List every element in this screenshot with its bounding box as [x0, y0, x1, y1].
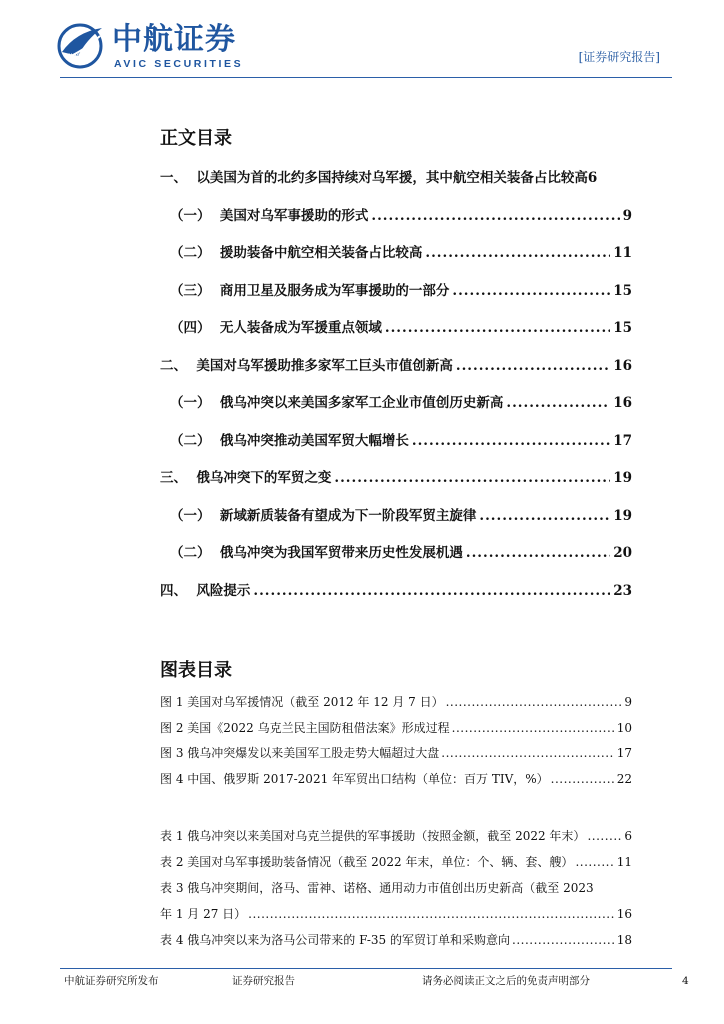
table-leader-dots	[248, 906, 615, 922]
table-entry[interactable]	[160, 906, 632, 932]
toc-entry-label: 俄乌冲突为我国军贸带来历史性发展机遇	[219, 545, 463, 561]
toc-leader-dots	[479, 506, 610, 526]
toc-entry[interactable]	[160, 356, 632, 394]
toc-entry-number: 三、	[160, 470, 197, 486]
footer-publisher: 中航证券研究所发布	[64, 975, 159, 987]
toc-entry-number: （一）	[170, 395, 220, 411]
table-entry-page: 6	[624, 829, 632, 843]
toc-entry-label: 俄乌冲突下的军贸之变	[196, 470, 332, 486]
page-number: 4	[682, 975, 689, 987]
toc-entry-label: 以美国为首的北约多国持续对乌军援，其中航空相关装备占比较高	[196, 170, 588, 186]
toc-entry-label: 商用卫星及服务成为军事援助的一部分	[219, 282, 450, 299]
toc-entry[interactable]	[160, 468, 632, 506]
toc-leader-dots	[253, 581, 610, 601]
footer-doc-type: 证券研究报告	[232, 975, 295, 987]
figures-title: 图表目录	[160, 660, 232, 681]
toc-entry-label: 俄乌冲突推动美国军贸大幅增长	[219, 432, 409, 449]
table-entry-label: 年 1 月 27 日）	[160, 907, 247, 921]
toc-entry-page: 20	[613, 545, 632, 561]
table-entry-label: 表 1 俄乌冲突以来美国对乌克兰提供的军事援助（按照金额，截至 2022 年末）	[160, 829, 586, 843]
toc-entry-label: 俄乌冲突以来美国多家军工企业市值创历史新高	[219, 395, 504, 411]
table-entry-label: 表 3 俄乌冲突期间，洛马、雷神、诺格、通用动力市值创出历史新高（截至 2023	[160, 881, 594, 895]
logo-mark-text: AVIC	[67, 54, 81, 60]
table-entry-page: 16	[616, 907, 632, 921]
toc-title: 正文目录	[160, 128, 232, 149]
toc-entry-page: 16	[613, 395, 632, 411]
toc-leader-dots	[371, 206, 619, 226]
logo-chinese-name: 中航证券	[112, 22, 236, 57]
toc-leader-dots	[506, 393, 610, 413]
table-entry-label: 表 4 俄乌冲突以来为洛马公司带来的 F-35 的军贸订单和采购意向	[160, 933, 511, 947]
toc-entry-number: 二、	[160, 357, 197, 374]
report-type-tag: [证券研究报告]	[578, 50, 660, 64]
toc-leader-dots	[425, 243, 610, 263]
figure-leader-dots	[551, 771, 615, 787]
toc-list	[160, 168, 632, 618]
figure-entry-label: 图 1 美国对乌军援情况（截至 2012 年 12 月 7 日）	[160, 695, 444, 709]
toc-entry-label: 美国对乌军援助推多家军工巨头市值创新高	[196, 357, 453, 374]
table-entry[interactable]	[160, 932, 632, 958]
toc-entry-number: 四、	[160, 582, 197, 599]
table-leader-dots	[575, 854, 614, 870]
logo-english-name: AVIC SECURITIES	[114, 58, 244, 70]
toc-entry[interactable]	[160, 431, 632, 469]
toc-leader-dots	[412, 431, 610, 451]
toc-entry-page: 11	[613, 245, 632, 261]
figure-entry-label: 图 2 美国《2022 乌克兰民主国防租借法案》形成过程	[160, 720, 450, 735]
toc-leader-dots	[334, 468, 610, 488]
toc-entry-page: 17	[613, 432, 632, 449]
table-entry-page: 11	[616, 855, 632, 869]
toc-entry-number: 一、	[160, 170, 197, 186]
avic-emblem-icon	[56, 22, 106, 70]
figure-leader-dots	[452, 720, 615, 736]
figure-leader-dots	[446, 694, 623, 710]
toc-entry[interactable]	[160, 168, 632, 206]
toc-entry[interactable]	[160, 243, 632, 281]
toc-entry-number: （二）	[170, 545, 220, 561]
table-entry[interactable]	[160, 854, 632, 880]
toc-entry[interactable]	[160, 506, 632, 544]
toc-entry-number: （二）	[170, 432, 220, 449]
table-entry[interactable]	[160, 828, 632, 854]
table-entry-label: 表 2 美国对乌军事援助装备情况（截至 2022 年末，单位：个、辆、套、艘）	[160, 855, 574, 869]
figure-list	[160, 694, 632, 797]
toc-entry-label: 无人装备成为军援重点领域	[219, 320, 382, 336]
figure-entry[interactable]	[160, 694, 632, 720]
toc-leader-dots	[452, 281, 610, 301]
toc-entry-number: （一）	[170, 207, 220, 224]
figure-entry-page: 9	[624, 695, 632, 709]
table-leader-dots	[587, 828, 622, 844]
company-logo	[56, 22, 276, 72]
toc-entry-page: 16	[613, 357, 632, 374]
toc-entry-page: 23	[613, 582, 632, 599]
figure-entry-label: 图 4 中国、俄罗斯 2017-2021 年军贸出口结构（单位：百万 TIV，%）	[160, 772, 549, 787]
toc-leader-dots	[456, 356, 610, 376]
figure-entry-page: 17	[616, 746, 632, 761]
toc-entry-page: 19	[613, 507, 632, 524]
toc-entry[interactable]	[160, 543, 632, 581]
figure-entry[interactable]	[160, 720, 632, 746]
figure-entry[interactable]	[160, 745, 632, 771]
toc-entry-number: （二）	[170, 245, 220, 261]
header-divider	[60, 77, 672, 78]
toc-entry-label: 风险提示	[196, 582, 251, 599]
toc-leader-dots	[385, 318, 610, 338]
toc-entry[interactable]	[160, 281, 632, 319]
table-entry-page: 18	[616, 933, 632, 947]
toc-entry-page: 9	[622, 207, 632, 224]
figure-entry-page: 10	[616, 720, 632, 735]
toc-entry[interactable]	[160, 393, 632, 431]
table-entry[interactable]	[160, 880, 632, 906]
figure-leader-dots	[441, 745, 614, 761]
toc-entry-number: （四）	[170, 320, 220, 336]
toc-entry-number: （一）	[170, 507, 220, 524]
toc-entry-label: 新域新质装备有望成为下一阶段军贸主旋律	[219, 507, 477, 524]
toc-leader-dots	[466, 543, 610, 563]
table-list	[160, 828, 632, 958]
toc-entry-label: 援助装备中航空相关装备占比较高	[219, 245, 423, 261]
toc-entry[interactable]	[160, 581, 632, 619]
footer-divider	[60, 968, 672, 969]
figure-entry-label: 图 3 俄乌冲突爆发以来美国军工股走势大幅超过大盘	[160, 746, 440, 761]
toc-entry-page: 19	[613, 470, 632, 486]
toc-entry-page: 15	[613, 282, 632, 299]
table-leader-dots	[512, 932, 615, 948]
toc-entry-page: 15	[613, 320, 632, 336]
toc-entry[interactable]	[160, 206, 632, 244]
toc-entry-page: 6	[587, 170, 598, 186]
toc-entry[interactable]	[160, 318, 632, 356]
toc-entry-number: （三）	[170, 282, 220, 299]
figure-entry[interactable]	[160, 771, 632, 797]
figure-entry-page: 22	[616, 772, 632, 787]
footer-disclaimer: 请务必阅读正文之后的免责声明部分	[422, 975, 590, 987]
toc-entry-label: 美国对乌军事援助的形式	[219, 207, 369, 224]
